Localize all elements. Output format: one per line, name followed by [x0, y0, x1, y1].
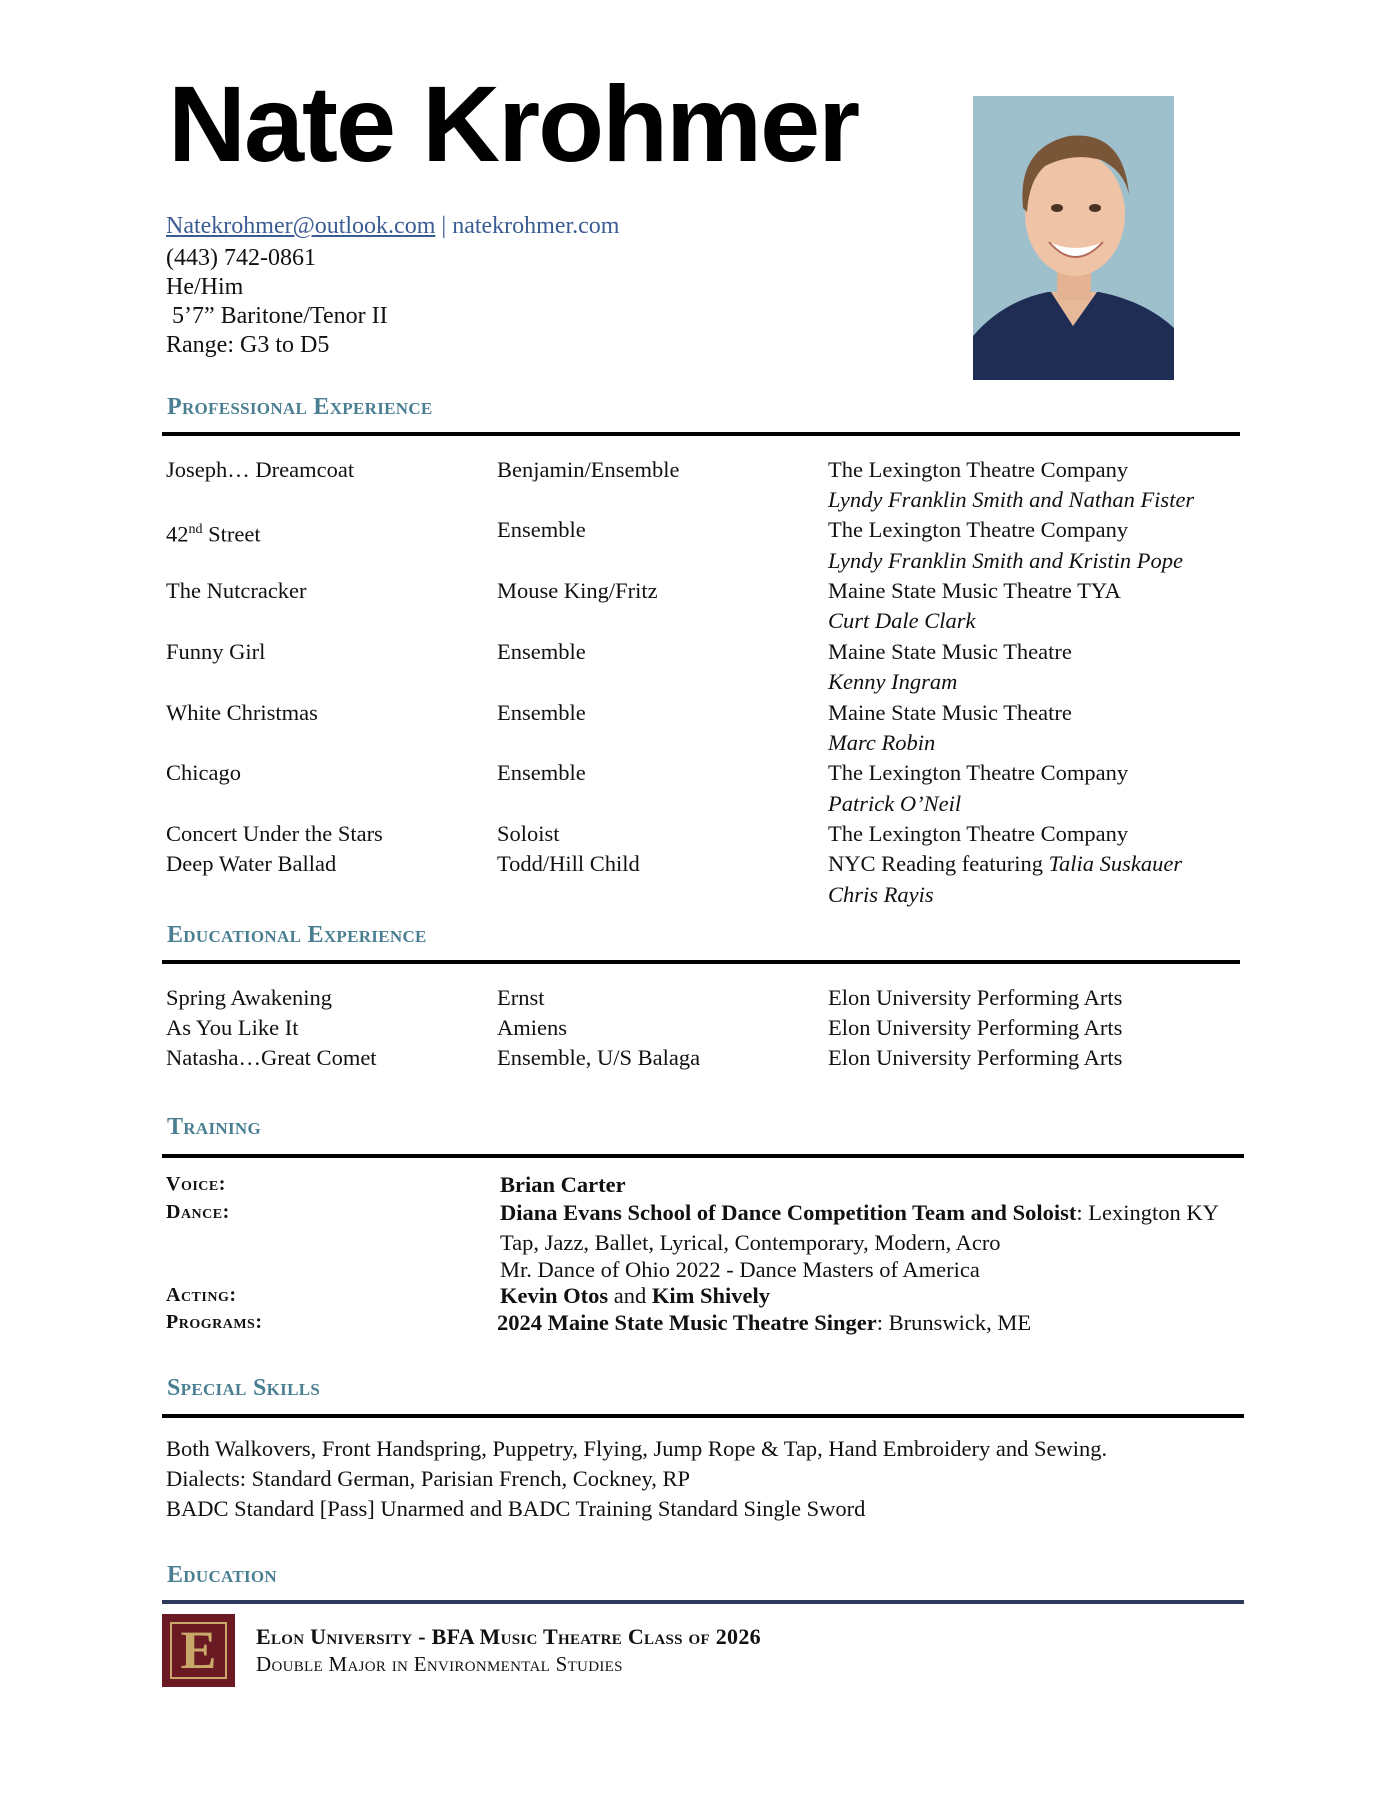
skills-line: Both Walkovers, Front Handspring, Puppetry, Flying, Jump Rope & Tap, Hand Embroidery and Sewing. — [166, 1436, 1108, 1461]
section-heading-educational: Educational Experience — [167, 922, 427, 948]
section-heading-training: Training — [167, 1114, 261, 1140]
company: The Lexington Theatre Company — [828, 517, 1129, 542]
role: Benjamin/Ensemble — [497, 457, 680, 482]
training-voice-value: Brian Carter — [500, 1172, 626, 1197]
training-acting-value: Kevin Otos and Kim Shively — [500, 1283, 771, 1308]
director: Curt Dale Clark — [828, 608, 976, 633]
company: Elon University Performing Arts — [828, 1015, 1123, 1040]
section-heading-skills: Special Skills — [167, 1375, 321, 1401]
role: Mouse King/Fritz — [497, 578, 658, 603]
contact-links — [166, 212, 619, 241]
company: Maine State Music Theatre — [828, 700, 1072, 725]
show-title: Natasha…Great Comet — [166, 1045, 377, 1070]
section-divider — [162, 432, 1240, 436]
section-divider — [162, 960, 1240, 964]
show-title: White Christmas — [166, 700, 318, 725]
role: Ensemble, U/S Balaga — [497, 1045, 701, 1070]
email-link[interactable]: Natekrohmer@outlook.com — [166, 213, 436, 239]
role: Amiens — [497, 1015, 567, 1040]
company: Maine State Music Theatre — [828, 639, 1072, 664]
section-heading-professional: Professional Experience — [167, 394, 433, 420]
show-title: Funny Girl — [166, 639, 266, 664]
show-title: As You Like It — [166, 1015, 299, 1040]
show-title: 42nd Street — [166, 521, 261, 547]
training-dance-value: Diana Evans School of Dance Competition Team and Soloist: Lexington KY — [500, 1200, 1219, 1225]
education-degree: Elon University - BFA Music Theatre Class of 2026 — [256, 1624, 761, 1649]
training-dance-award: Mr. Dance of Ohio 2022 - Dance Masters of America — [500, 1257, 980, 1282]
company: Elon University Performing Arts — [828, 1045, 1123, 1070]
section-divider — [162, 1414, 1244, 1418]
training-dance-styles: Tap, Jazz, Ballet, Lyrical, Contemporary, Modern, Acro — [500, 1230, 1001, 1255]
section-divider — [162, 1600, 1244, 1604]
contact-separator: | — [435, 213, 453, 239]
vocal-range: Range: G3 to D5 — [166, 332, 330, 358]
director: Lyndy Franklin Smith and Nathan Fister — [828, 487, 1195, 512]
show-title: Chicago — [166, 760, 241, 785]
website-link[interactable]: natekrohmer.com — [452, 213, 620, 239]
role: Todd/Hill Child — [497, 851, 640, 876]
show-title: Joseph… Dreamcoat — [166, 457, 355, 482]
role: Ensemble — [497, 517, 586, 542]
skills-line: Dialects: Standard German, Parisian French, Cockney, RP — [166, 1466, 691, 1491]
training-programs-value: 2024 Maine State Music Theatre Singer: Brunswick, ME — [497, 1310, 1032, 1335]
elon-university-logo: E — [162, 1614, 235, 1687]
section-divider — [162, 1154, 1244, 1158]
director: Chris Rayis — [828, 882, 934, 907]
role: Ensemble — [497, 760, 586, 785]
director: Marc Robin — [828, 730, 936, 755]
company: NYC Reading featuring Talia Suskauer — [828, 851, 1183, 876]
phone-number: (443) 742-0861 — [166, 245, 316, 271]
role: Soloist — [497, 821, 560, 846]
candidate-name: Nate Krohmer — [168, 63, 859, 184]
company: The Lexington Theatre Company — [828, 457, 1129, 482]
director: Lyndy Franklin Smith and Kristin Pope — [828, 548, 1183, 573]
role: Ensemble — [497, 700, 586, 725]
skills-line: BADC Standard [Pass] Unarmed and BADC Training Standard Single Sword — [166, 1496, 866, 1521]
company: Elon University Performing Arts — [828, 985, 1123, 1010]
headshot-photo — [973, 96, 1174, 380]
show-title: Concert Under the Stars — [166, 821, 383, 846]
show-title: Spring Awakening — [166, 985, 333, 1010]
company: Maine State Music Theatre TYA — [828, 578, 1121, 603]
director: Patrick O’Neil — [828, 791, 962, 816]
director: Kenny Ingram — [828, 669, 958, 694]
company: The Lexington Theatre Company — [828, 760, 1129, 785]
training-label-acting: Acting: — [166, 1284, 237, 1306]
show-title: Deep Water Ballad — [166, 851, 337, 876]
training-label-programs: Programs: — [166, 1311, 263, 1333]
role: Ensemble — [497, 639, 586, 664]
role: Ernst — [497, 985, 545, 1010]
training-label-dance: Dance: — [166, 1201, 230, 1223]
education-double-major: Double Major in Environmental Studies — [256, 1652, 623, 1676]
section-heading-education: Education — [167, 1562, 278, 1588]
height-voice-type: 5’7” Baritone/Tenor II — [166, 303, 388, 329]
show-title: The Nutcracker — [166, 578, 307, 603]
company: The Lexington Theatre Company — [828, 821, 1129, 846]
pronouns: He/Him — [166, 274, 244, 300]
training-label-voice: Voice: — [166, 1173, 226, 1195]
